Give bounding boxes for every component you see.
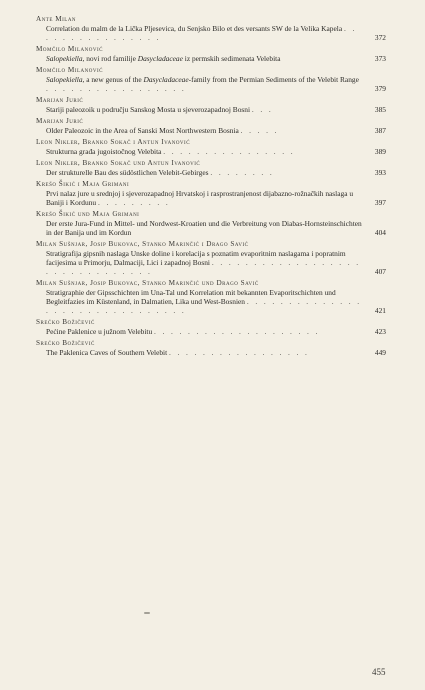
toc-entry — [36, 44, 386, 63]
entry-author: Ante Milan — [36, 15, 77, 23]
leader-dots: . . . . . . . . . . . . . . . . . . . . . . . . . . . . . . . — [46, 297, 362, 315]
entry-author: Krešo Šikić i Maja Grimani — [36, 180, 130, 188]
entry-page-number: 407 — [374, 267, 386, 276]
entry-title-row — [46, 75, 386, 93]
toc-entry — [36, 179, 386, 207]
toc-entry — [36, 158, 386, 177]
entry-page-number: 389 — [374, 147, 386, 156]
entry-author: Milan Sušnjar, Josip Bukovac, Stanko Marinčić i Drago Savić — [36, 240, 249, 248]
entry-title-row — [46, 105, 386, 114]
entry-page-number: 449 — [374, 348, 386, 357]
toc-entry — [36, 116, 386, 135]
entry-author: Momčilo Milanović — [36, 66, 103, 74]
entry-title — [46, 54, 280, 63]
toc-entry — [36, 209, 386, 237]
entry-page-number: 379 — [374, 84, 386, 93]
toc-entry — [36, 317, 386, 336]
entry-title-row — [46, 24, 386, 42]
leader-dots: . . . . . . . . . . . . . . . . — [163, 147, 295, 156]
entry-title: The Paklenica Caves of Southern Velebit — [46, 348, 168, 357]
entry-page-number: 373 — [374, 54, 386, 63]
entry-page-number: 397 — [374, 198, 386, 207]
entry-title: Stariji paleozoik u području Sanskog Mosta u sjeverozapadnoj Bosni — [46, 105, 251, 114]
entry-page-number: 372 — [374, 33, 386, 42]
entry-title-row — [46, 249, 386, 276]
leader-dots: . . . . . . . . . . . . . . . . . — [169, 348, 310, 357]
entry-title: Der strukturelle Bau des südöstlichen Velebit-Gebirges — [46, 168, 209, 177]
entry-title-row — [46, 219, 386, 237]
page-number: 455 — [372, 667, 386, 677]
toc-entry — [36, 278, 386, 315]
toc-entry — [36, 14, 386, 42]
entry-page-number: 393 — [374, 168, 386, 177]
entry-author: Momčilo Milanović — [36, 45, 103, 53]
toc-entry — [36, 95, 386, 114]
entry-title: Stratigraphie der Gipsschichten im Una-Tal und Korrelation mit bekannten Evaporitschichten und Begleitfazies im Küstenland, in Dalmatien, Lika und West-Bosnien — [46, 288, 336, 306]
entry-page-number: 387 — [374, 126, 386, 135]
entry-title-row — [46, 126, 386, 135]
leader-dots: . . . . . . . . — [210, 168, 275, 177]
leader-dots: . . . . . . . . . . . . . . . . . . . . . . . . . . . . . . . — [46, 258, 361, 276]
entry-page-number: 423 — [374, 327, 386, 336]
leader-dots: . . . . . . . . . . . . . . . . — [46, 24, 357, 42]
entry-title-part: a new genus of the — [84, 75, 144, 84]
entry-title-part: iz permskih sedimenata Velebita — [182, 54, 281, 63]
entry-title-row — [46, 168, 386, 177]
entry-title-row — [46, 288, 386, 315]
toc-entry — [36, 338, 386, 357]
entry-title-italic: Salopekiella, — [46, 75, 85, 84]
entry-author: Srećko Božičević — [36, 318, 95, 326]
leader-dots: . . . — [251, 105, 274, 114]
entry-title — [46, 75, 359, 84]
entry-author: Srećko Božičević — [36, 339, 95, 347]
toc-entry — [36, 239, 386, 276]
entry-page-number: 385 — [374, 105, 386, 114]
leader-dots: . . . . . . . . . . . . . . . . . — [46, 84, 187, 93]
entry-title-italic: Dasycladaceae — [143, 75, 189, 84]
entry-title-row — [46, 147, 386, 156]
leader-dots: . . . . . — [240, 126, 279, 135]
entry-title: Stratigrafija gipsnih naslaga Unske doline i korelacija s poznatim evaporitnim naslagama i popratnim facijesima u Primorju, Dalmaciji, Lici i zapadnoj Bosni — [46, 249, 346, 267]
entry-author: Marijan Jurić — [36, 96, 84, 104]
toc-entry — [36, 65, 386, 93]
entry-title-italic: Salopekiella, — [46, 54, 85, 63]
entry-title: Correlation du malm de la Lička Pljesevica, du Senjsko Bilo et des versants SW de la Velika Kapela — [46, 24, 343, 33]
table-of-contents — [36, 14, 386, 359]
entry-title-row — [46, 189, 386, 207]
entry-author: Leon Nikler, Branko Sokač und Antun Ivanović — [36, 159, 201, 167]
entry-author: Leon Nikler, Branko Sokač i Antun Ivanović — [36, 138, 191, 146]
entry-title-row — [46, 348, 386, 357]
entry-title-italic: Dasycladaceae — [137, 54, 183, 63]
leader-dots: . . . . . . . . . . . . . . . . . . . . — [154, 327, 320, 336]
entry-author: Krešo Šikić und Maja Grimani — [36, 210, 140, 218]
entry-page-number: 404 — [374, 228, 386, 237]
entry-author: Marijan Jurić — [36, 117, 84, 125]
entry-title: Der erste Jura-Fund in Mittel- und Nordwest-Kroatien und die Verbreitung von Diabas-Hornsteinschichten in der Banija und im Kordun — [46, 219, 362, 237]
entry-title-row — [46, 54, 386, 63]
entry-title-part: -family from the Permian Sediments of the Velebit Range — [188, 75, 359, 84]
entry-title: Older Paleozoic in the Area of Sanski Most Northwestern Bosnia — [46, 126, 239, 135]
entry-title: Prvi nalaz jure u srednjoj i sjeverozapadnoj Hrvatskoj i rasprostranjenost dijabazno-rožnačkih naslaga u Baniji i Kordunu — [46, 189, 354, 207]
entry-author: Milan Sušnjar, Josip Bukovac, Stanko Marinčić und Drago Savić — [36, 279, 259, 287]
entry-title-row — [46, 327, 386, 336]
toc-entry — [36, 137, 386, 156]
entry-title: Strukturna građa jugoistočnog Velebita — [46, 147, 162, 156]
entry-title-part: novi rod familije — [84, 54, 138, 63]
entry-page-number: 421 — [374, 306, 386, 315]
entry-title: Pećine Paklenice u južnom Velebitu — [46, 327, 153, 336]
leader-dots: . . . . . . . . . — [97, 198, 171, 207]
ink-mark — [144, 612, 150, 614]
